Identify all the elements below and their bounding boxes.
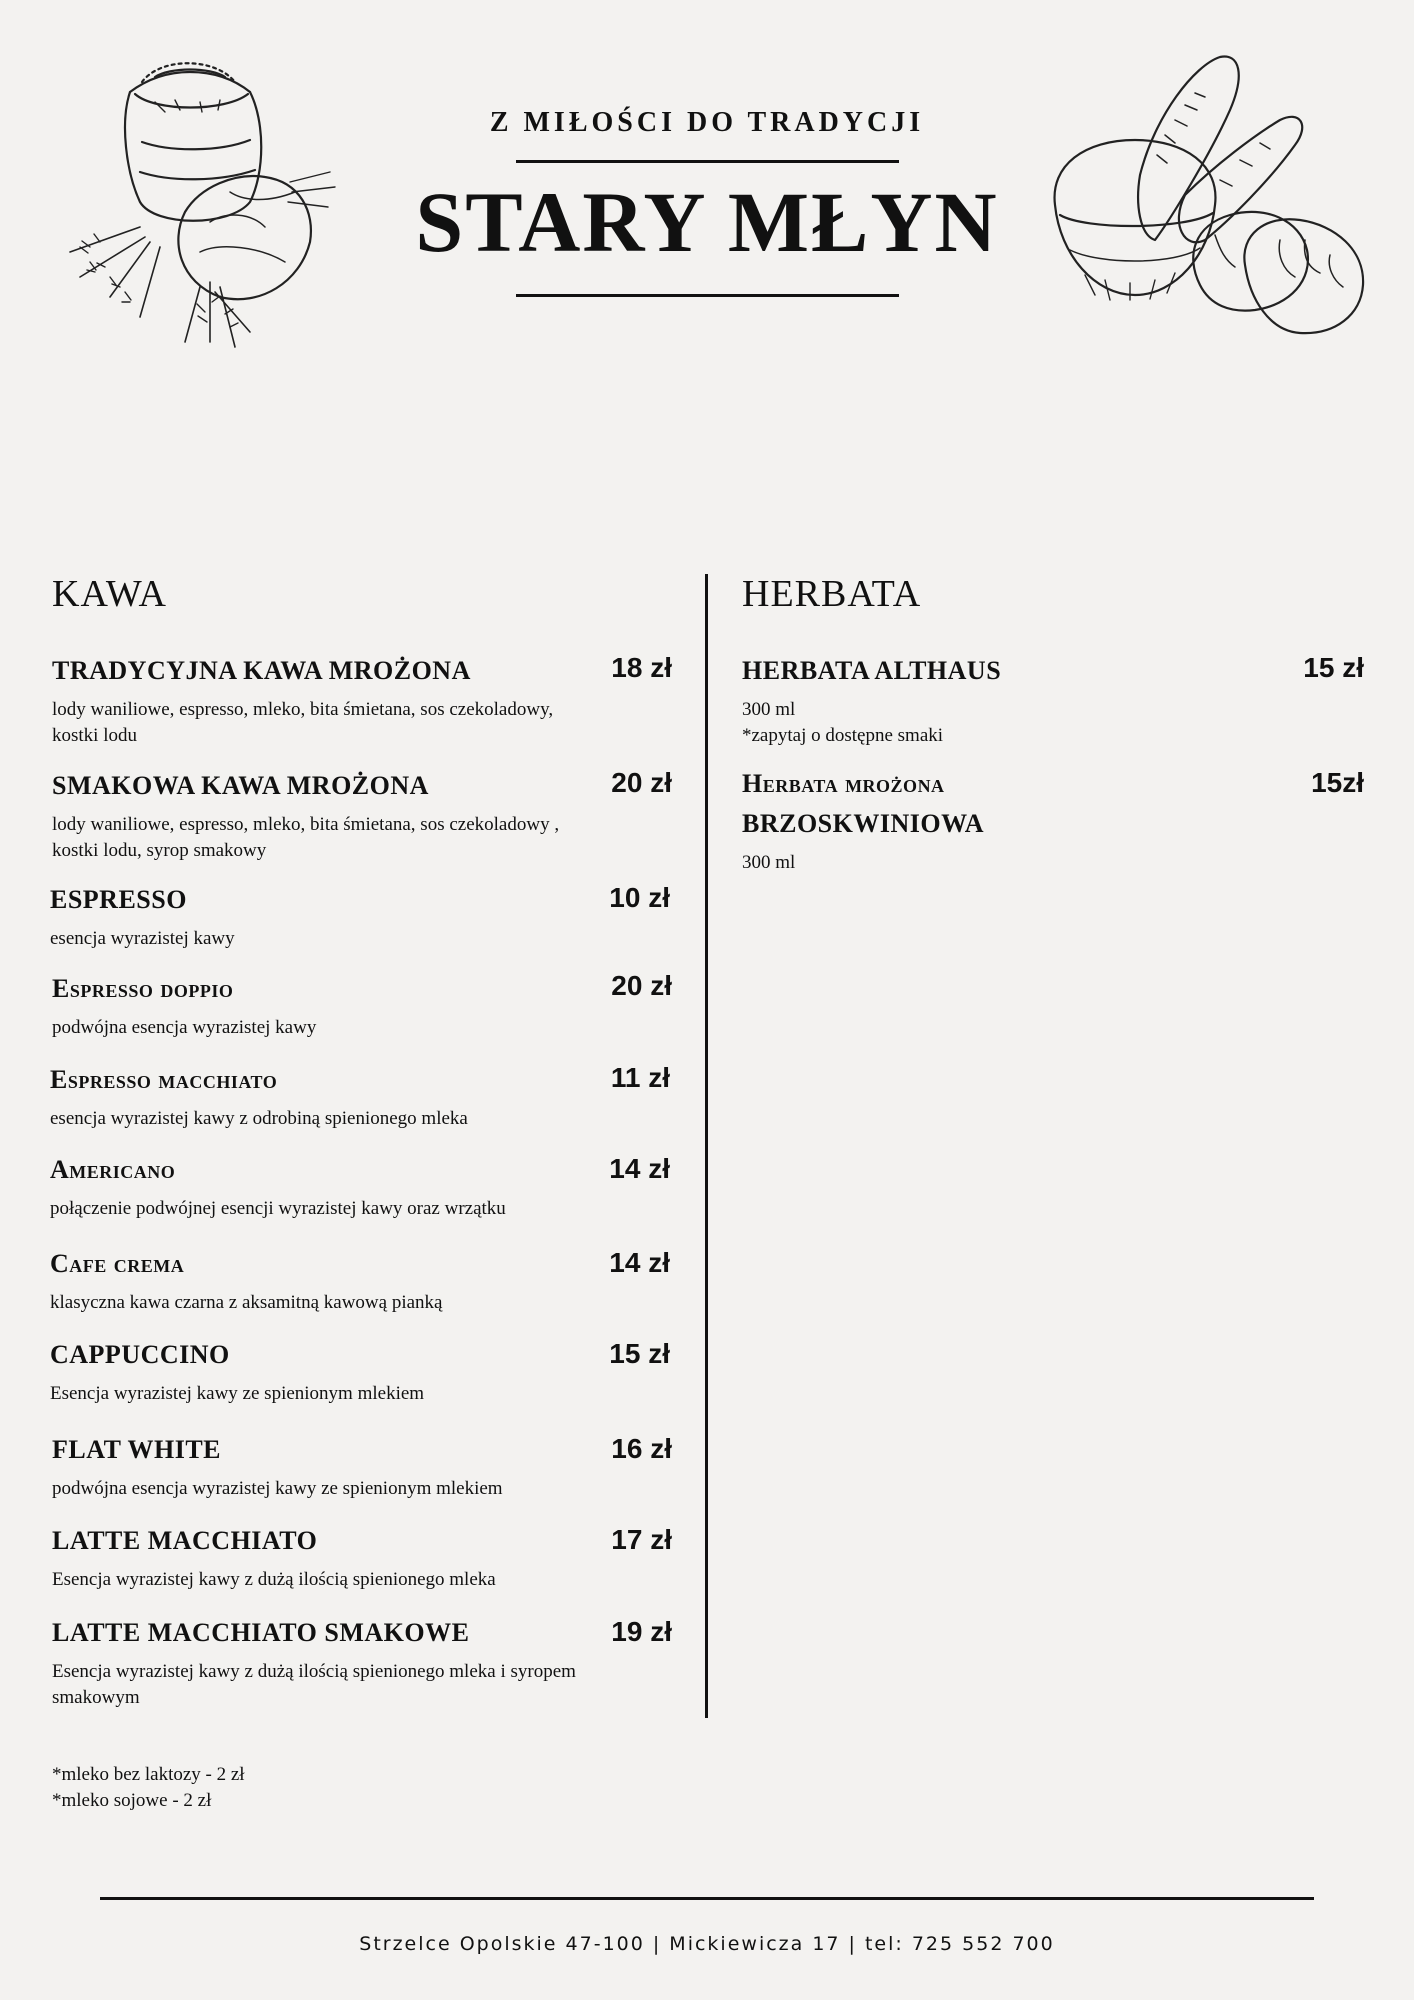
item-price: 16 zł [611, 1433, 672, 1464]
item-price: 14 zł [609, 1153, 670, 1184]
tagline: Z MIŁOŚCI DO TRADYCJI [489, 107, 925, 138]
item-price: 15 zł [1303, 652, 1364, 683]
item-volume: 300 ml [742, 699, 796, 720]
item-name: HERBATA ALTHAUS [742, 656, 1002, 685]
item-price: 10 zł [609, 882, 670, 913]
item-description: Esencja wyrazistej kawy z dużą ilością spienionego mleka i syropem smakowym [52, 1661, 576, 1708]
item-description: esencja wyrazistej kawy [50, 928, 235, 949]
item-price: 17 zł [611, 1524, 672, 1555]
item-name: Cafe crema [50, 1249, 185, 1278]
milk-notes [52, 1762, 245, 1814]
item-name: Herbata mrożona [742, 769, 945, 798]
item-name: Espresso macchiato [50, 1065, 278, 1094]
item-price: 19 zł [611, 1616, 672, 1647]
menu-item [50, 1335, 610, 1407]
item-name: FLAT WHITE [52, 1435, 221, 1464]
item-price: 15 zł [609, 1338, 670, 1369]
item-description: Esencja wyrazistej kawy z dużą ilością spienionego mleka [52, 1569, 496, 1590]
item-description: lody waniliowe, espresso, mleko, bita śmietana, sos czekoladowy, kostki lodu [52, 699, 554, 746]
item-price: 18 zł [611, 652, 672, 683]
item-price: 15zł [1311, 767, 1364, 798]
item-description [742, 697, 1222, 749]
title-rule-bottom [516, 294, 899, 297]
item-description: esencja wyrazistej kawy z odrobiną spienionego mleka [50, 1108, 468, 1129]
menu-item [50, 1244, 610, 1316]
item-name: TRADYCYJNA KAWA MROŻONA [52, 656, 471, 685]
menu-item [52, 1521, 612, 1593]
item-description: lody waniliowe, espresso, mleko, bita śmietana, sos czekoladowy , kostki lodu, syrop smakowy [52, 814, 560, 861]
menu-item [742, 764, 1222, 876]
item-volume: 300 ml [742, 852, 796, 873]
title-rule-top [516, 160, 899, 163]
bread-basket-icon [1045, 55, 1375, 355]
item-description: połączenie podwójnej esencji wyrazistej kawy oraz wrzątku [50, 1198, 506, 1219]
item-name: SMAKOWA KAWA MROŻONA [52, 771, 429, 800]
page-title: STARY MŁYN [415, 174, 999, 270]
menu-item [52, 651, 572, 749]
menu-item [50, 1150, 610, 1222]
item-description: klasyczna kawa czarna z aksamitną kawową pianką [50, 1292, 443, 1313]
item-description: podwójna esencja wyrazistej kawy ze spienionym mlekiem [52, 1478, 503, 1499]
item-price: 20 zł [611, 767, 672, 798]
note-soy: *mleko sojowe - 2 zł [52, 1790, 212, 1811]
section-title-herbata: HERBATA [742, 573, 922, 615]
item-name-line2: BRZOSKWINIOWA [742, 809, 984, 838]
item-note: *zapytaj o dostępne smaki [742, 725, 944, 746]
note-lactose-free: *mleko bez laktozy - 2 zł [52, 1764, 245, 1785]
item-name: LATTE MACCHIATO [52, 1526, 318, 1555]
item-name: LATTE MACCHIATO SMAKOWE [52, 1618, 470, 1647]
item-description: podwójna esencja wyrazistej kawy [52, 1017, 317, 1038]
menu-item [52, 1430, 612, 1502]
menu-item [52, 969, 572, 1041]
footer-rule [100, 1897, 1314, 1900]
item-name: Espresso doppio [52, 974, 234, 1003]
item-name: ESPRESSO [50, 885, 187, 914]
item-price: 14 zł [609, 1247, 670, 1278]
menu-item [50, 1060, 610, 1132]
section-title-kawa: KAWA [52, 573, 167, 615]
item-name: CAPPUCCINO [50, 1340, 230, 1369]
item-price: 20 zł [611, 970, 672, 1001]
item-price: 11 zł [610, 1062, 670, 1093]
menu-item [742, 651, 1222, 749]
column-divider [705, 574, 708, 1718]
menu-item [52, 766, 572, 864]
item-name: Americano [50, 1155, 176, 1184]
menu-item [52, 1613, 592, 1711]
item-description: Esencja wyrazistej kawy ze spienionym mlekiem [50, 1383, 425, 1404]
menu-header [0, 0, 1414, 360]
footer-address: Strzelce Opolskie 47-100 | Mickiewicza 17 | tel: 725 552 700 [359, 1933, 1055, 1955]
menu-item [50, 880, 570, 952]
